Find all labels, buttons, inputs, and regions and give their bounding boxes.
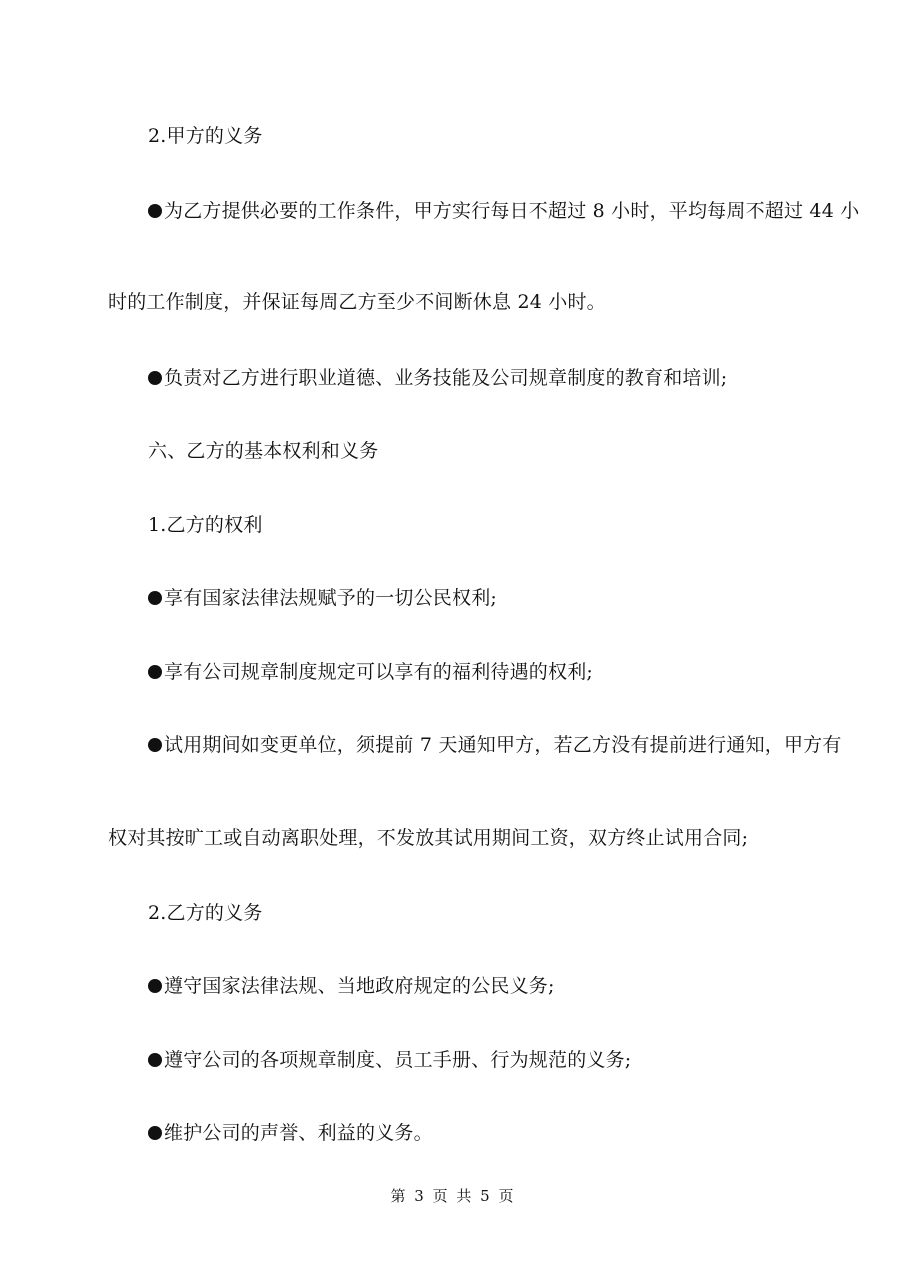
bullet-text: 享有公司规章制度规定可以享有的福利待遇的权利; [164,661,594,683]
heading-text: 六、乙方的基本权利和义务 [148,440,379,462]
bullet-item [148,199,859,223]
continuation-line [108,290,606,314]
bullet-icon [148,1126,162,1140]
bullet-icon [148,665,162,679]
bullet-item [148,366,727,390]
subsection-heading-party-b-rights [148,513,263,537]
heading-text: 2.乙方的义务 [148,902,263,924]
bullet-item [148,733,842,757]
bullet-text: 遵守国家法律法规、当地政府规定的公民义务; [164,975,555,997]
heading-text: 1.乙方的权利 [148,514,263,536]
bullet-icon [148,979,162,993]
bullet-text: 遵守公司的各项规章制度、员工手册、行为规范的义务; [164,1049,632,1071]
bullet-text: 维护公司的声誉、利益的义务。 [164,1122,433,1144]
bullet-item [148,660,593,684]
section-heading-party-b-rights-obligations [148,439,378,463]
continuation-line [108,826,748,850]
bullet-icon [148,738,162,752]
subsection-heading-party-b-obligations [148,901,263,925]
section-heading-party-a-obligations [148,124,263,148]
heading-text: 2.甲方的义务 [148,125,263,147]
bullet-text: 试用期间如变更单位，须提前 7 天通知甲方，若乙方没有提前进行通知，甲方有 [164,734,842,756]
bullet-text: 享有国家法律法规赋予的一切公民权利; [164,587,498,609]
continuation-text: 时的工作制度，并保证每周乙方至少不间断休息 24 小时。 [108,291,606,313]
bullet-text: 为乙方提供必要的工作条件，甲方实行每日不超过 8 小时，平均每周不超过 44 小 [164,200,860,222]
bullet-icon [148,1053,162,1067]
bullet-item [148,586,497,610]
bullet-icon [148,591,162,605]
bullet-icon [148,204,162,218]
page-footer: 第 3 页 共 5 页 [390,1187,514,1205]
continuation-text: 权对其按旷工或自动离职处理，不发放其试用期间工资，双方终止试用合同; [108,827,749,849]
bullet-item [148,1121,433,1145]
bullet-icon [148,371,162,385]
bullet-item [148,974,555,998]
bullet-item [148,1048,631,1072]
bullet-text: 负责对乙方进行职业道德、业务技能及公司规章制度的教育和培训; [164,367,728,389]
